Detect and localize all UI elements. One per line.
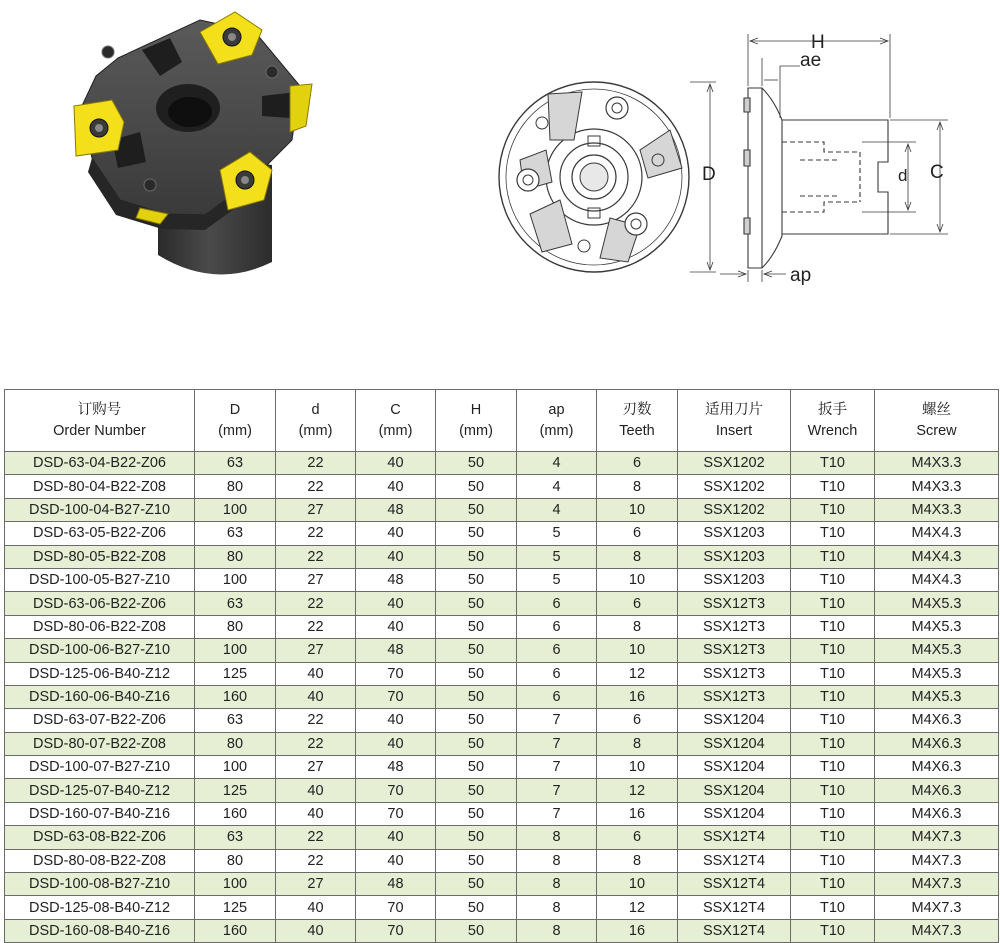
header-label-en: Insert [715, 422, 753, 439]
cell-screw: M4X5.3 [875, 592, 999, 615]
cell-C: 40 [356, 732, 436, 755]
cell-ap: 7 [517, 732, 597, 755]
cell-wrench: T10 [791, 919, 875, 942]
header-teeth [597, 390, 678, 452]
cell-teeth: 6 [597, 826, 678, 849]
cell-D: 63 [195, 826, 276, 849]
cell-ap: 4 [517, 452, 597, 475]
cell-C: 40 [356, 826, 436, 849]
cell-teeth: 12 [597, 779, 678, 802]
header-label-zh: H [470, 401, 482, 418]
label-C: C [930, 162, 944, 183]
cell-D: 100 [195, 568, 276, 591]
cell-wrench: T10 [791, 709, 875, 732]
table-row [5, 919, 999, 942]
cell-wrench: T10 [791, 452, 875, 475]
cell-D: 100 [195, 756, 276, 779]
header-label-en: Teeth [619, 422, 655, 439]
cell-screw: M4X4.3 [875, 522, 999, 545]
cell-d: 22 [276, 849, 356, 872]
label-D: D [702, 164, 716, 185]
cutter-3d-render [74, 12, 312, 274]
cell-wrench: T10 [791, 568, 875, 591]
cell-wrench: T10 [791, 756, 875, 779]
header-label-en: (mm) [378, 422, 413, 439]
cell-H: 50 [436, 615, 517, 638]
cell-screw: M4X4.3 [875, 545, 999, 568]
cell-screw: M4X6.3 [875, 732, 999, 755]
screw-left [517, 169, 539, 191]
cell-C: 48 [356, 568, 436, 591]
cell-C: 70 [356, 662, 436, 685]
cell-C: 48 [356, 498, 436, 521]
table-header-row [5, 390, 999, 452]
cell-C: 40 [356, 452, 436, 475]
label-ae: ae [800, 50, 822, 71]
cell-C: 40 [356, 592, 436, 615]
header-order-number [5, 390, 195, 452]
cell-insert: SSX12T3 [678, 639, 791, 662]
cell-ap: 7 [517, 756, 597, 779]
header-label-en: (mm) [298, 422, 333, 439]
cell-D: 63 [195, 592, 276, 615]
cell-order-number: DSD-63-07-B22-Z06 [5, 709, 195, 732]
cell-ap: 7 [517, 779, 597, 802]
cell-teeth: 6 [597, 522, 678, 545]
cell-wrench: T10 [791, 522, 875, 545]
cutter-illustrations [0, 0, 1000, 390]
cell-order-number: DSD-160-06-B40-Z16 [5, 685, 195, 708]
cell-order-number: DSD-63-08-B22-Z06 [5, 826, 195, 849]
cell-teeth: 6 [597, 452, 678, 475]
cell-screw: M4X7.3 [875, 849, 999, 872]
cell-ap: 4 [517, 475, 597, 498]
header-label-zh: C [390, 401, 401, 418]
header-label-zh: 适用刀片 [705, 401, 763, 418]
cell-insert: SSX1204 [678, 779, 791, 802]
cell-order-number: DSD-63-04-B22-Z06 [5, 452, 195, 475]
cell-order-number: DSD-125-07-B40-Z12 [5, 779, 195, 802]
cell-H: 50 [436, 709, 517, 732]
cell-insert: SSX1203 [678, 568, 791, 591]
cell-order-number: DSD-80-08-B22-Z08 [5, 849, 195, 872]
cell-C: 40 [356, 522, 436, 545]
cell-d: 22 [276, 826, 356, 849]
cell-insert: SSX1204 [678, 732, 791, 755]
cell-d: 27 [276, 756, 356, 779]
cell-wrench: T10 [791, 545, 875, 568]
cell-D: 160 [195, 919, 276, 942]
cell-insert: SSX1203 [678, 545, 791, 568]
cell-teeth: 10 [597, 568, 678, 591]
cell-D: 80 [195, 615, 276, 638]
cell-wrench: T10 [791, 873, 875, 896]
cell-D: 125 [195, 896, 276, 919]
cell-insert: SSX1203 [678, 522, 791, 545]
cell-screw: M4X4.3 [875, 568, 999, 591]
table-row [5, 662, 999, 685]
cell-teeth: 10 [597, 498, 678, 521]
illustration-area [0, 0, 1000, 390]
cell-ap: 5 [517, 522, 597, 545]
cell-d: 40 [276, 919, 356, 942]
cell-H: 50 [436, 475, 517, 498]
cell-insert: SSX12T3 [678, 685, 791, 708]
cell-screw: M4X3.3 [875, 498, 999, 521]
cell-screw: M4X6.3 [875, 756, 999, 779]
cell-insert: SSX12T4 [678, 919, 791, 942]
cell-screw: M4X7.3 [875, 873, 999, 896]
table-row [5, 522, 999, 545]
table-row [5, 709, 999, 732]
cell-C: 70 [356, 802, 436, 825]
table-row [5, 756, 999, 779]
cell-ap: 6 [517, 639, 597, 662]
header-label-zh: 刃数 [622, 401, 652, 418]
cell-H: 50 [436, 896, 517, 919]
cell-wrench: T10 [791, 779, 875, 802]
cell-order-number: DSD-63-05-B22-Z06 [5, 522, 195, 545]
cell-order-number: DSD-100-05-B27-Z10 [5, 568, 195, 591]
cell-D: 80 [195, 732, 276, 755]
cell-insert: SSX12T4 [678, 873, 791, 896]
cell-H: 50 [436, 498, 517, 521]
table-row [5, 873, 999, 896]
cell-order-number: DSD-80-04-B22-Z08 [5, 475, 195, 498]
cell-H: 50 [436, 802, 517, 825]
cell-teeth: 16 [597, 802, 678, 825]
cell-order-number: DSD-125-08-B40-Z12 [5, 896, 195, 919]
table-row [5, 615, 999, 638]
cell-screw: M4X5.3 [875, 615, 999, 638]
cell-insert: SSX1202 [678, 498, 791, 521]
cell-insert: SSX1202 [678, 475, 791, 498]
cell-H: 50 [436, 568, 517, 591]
label-ap: ap [790, 265, 812, 286]
cell-ap: 8 [517, 849, 597, 872]
cell-H: 50 [436, 732, 517, 755]
cell-H: 50 [436, 826, 517, 849]
cell-H: 50 [436, 849, 517, 872]
header-label-en: Screw [916, 422, 957, 439]
header-label-zh: 订购号 [77, 401, 122, 418]
cell-wrench: T10 [791, 639, 875, 662]
cell-D: 80 [195, 849, 276, 872]
cell-order-number: DSD-125-06-B40-Z12 [5, 662, 195, 685]
cell-d: 27 [276, 568, 356, 591]
header-label-en: (mm) [459, 422, 493, 439]
cell-wrench: T10 [791, 849, 875, 872]
cell-insert: SSX12T4 [678, 849, 791, 872]
cell-C: 48 [356, 639, 436, 662]
cell-order-number: DSD-100-06-B27-Z10 [5, 639, 195, 662]
header-H [436, 390, 517, 452]
header-screw [875, 390, 999, 452]
cell-d: 40 [276, 779, 356, 802]
cell-order-number: DSD-160-07-B40-Z16 [5, 802, 195, 825]
cell-H: 50 [436, 756, 517, 779]
cell-wrench: T10 [791, 685, 875, 708]
screw-bottom [625, 213, 647, 235]
cell-order-number: DSD-63-06-B22-Z06 [5, 592, 195, 615]
cell-screw: M4X7.3 [875, 826, 999, 849]
header-D [195, 390, 276, 452]
cell-D: 100 [195, 639, 276, 662]
cell-teeth: 6 [597, 592, 678, 615]
header-d [276, 390, 356, 452]
table-row [5, 826, 999, 849]
header-C [356, 390, 436, 452]
cell-ap: 5 [517, 568, 597, 591]
cell-ap: 6 [517, 685, 597, 708]
cell-C: 70 [356, 685, 436, 708]
table-row [5, 802, 999, 825]
insert-left [74, 100, 124, 156]
header-label-en: Wrench [807, 422, 858, 439]
header-label-zh: ap [548, 401, 565, 418]
label-H: H [811, 32, 825, 53]
cell-H: 50 [436, 919, 517, 942]
cell-ap: 6 [517, 592, 597, 615]
cell-teeth: 12 [597, 662, 678, 685]
cell-d: 27 [276, 498, 356, 521]
cell-teeth: 16 [597, 919, 678, 942]
cell-insert: SSX1204 [678, 709, 791, 732]
table-row [5, 779, 999, 802]
cell-order-number: DSD-160-08-B40-Z16 [5, 919, 195, 942]
cell-screw: M4X3.3 [875, 475, 999, 498]
cell-d: 27 [276, 873, 356, 896]
cell-ap: 8 [517, 919, 597, 942]
cell-insert: SSX1204 [678, 756, 791, 779]
cell-screw: M4X5.3 [875, 685, 999, 708]
cell-insert: SSX12T4 [678, 896, 791, 919]
cell-C: 48 [356, 756, 436, 779]
cell-D: 63 [195, 522, 276, 545]
cell-order-number: DSD-100-07-B27-Z10 [5, 756, 195, 779]
cell-teeth: 10 [597, 756, 678, 779]
cell-C: 40 [356, 475, 436, 498]
cell-d: 22 [276, 615, 356, 638]
table-row [5, 592, 999, 615]
cell-teeth: 6 [597, 709, 678, 732]
cell-D: 63 [195, 709, 276, 732]
header-label-en: (mm) [218, 422, 252, 439]
cell-D: 125 [195, 779, 276, 802]
cell-d: 22 [276, 475, 356, 498]
cell-d: 40 [276, 896, 356, 919]
cell-ap: 6 [517, 615, 597, 638]
header-label-zh: 螺丝 [922, 401, 951, 418]
cell-d: 22 [276, 545, 356, 568]
cell-screw: M4X7.3 [875, 919, 999, 942]
cell-teeth: 8 [597, 475, 678, 498]
cell-screw: M4X5.3 [875, 639, 999, 662]
table-row [5, 896, 999, 919]
cell-ap: 8 [517, 873, 597, 896]
cell-C: 40 [356, 545, 436, 568]
cell-order-number: DSD-80-05-B22-Z08 [5, 545, 195, 568]
cell-screw: M4X6.3 [875, 709, 999, 732]
cell-C: 40 [356, 849, 436, 872]
table-row [5, 568, 999, 591]
cell-wrench: T10 [791, 826, 875, 849]
cell-d: 40 [276, 685, 356, 708]
cell-d: 40 [276, 662, 356, 685]
cell-wrench: T10 [791, 662, 875, 685]
cell-wrench: T10 [791, 592, 875, 615]
cell-H: 50 [436, 452, 517, 475]
cell-insert: SSX12T3 [678, 592, 791, 615]
cell-order-number: DSD-100-08-B27-Z10 [5, 873, 195, 896]
table-row [5, 685, 999, 708]
header-label-en: (mm) [539, 422, 574, 439]
table-row [5, 545, 999, 568]
table-body [5, 452, 999, 943]
cell-ap: 4 [517, 498, 597, 521]
cell-ap: 7 [517, 709, 597, 732]
cell-C: 70 [356, 779, 436, 802]
cell-teeth: 8 [597, 615, 678, 638]
table-row [5, 475, 999, 498]
cell-wrench: T10 [791, 498, 875, 521]
table-row [5, 639, 999, 662]
header-wrench [791, 390, 875, 452]
header-label-zh: D [229, 401, 241, 418]
header-ap [517, 390, 597, 452]
specification-table [4, 389, 999, 943]
cell-d: 22 [276, 522, 356, 545]
cell-order-number: DSD-80-06-B22-Z08 [5, 615, 195, 638]
cell-C: 40 [356, 615, 436, 638]
front-view-drawing [499, 82, 716, 272]
cell-ap: 7 [517, 802, 597, 825]
cell-teeth: 8 [597, 545, 678, 568]
cell-ap: 5 [517, 545, 597, 568]
cell-H: 50 [436, 779, 517, 802]
cell-D: 100 [195, 873, 276, 896]
cell-teeth: 10 [597, 873, 678, 896]
header-label-zh: d [311, 401, 320, 418]
cell-screw: M4X3.3 [875, 452, 999, 475]
cell-H: 50 [436, 522, 517, 545]
table-row [5, 849, 999, 872]
cell-order-number: DSD-100-04-B27-Z10 [5, 498, 195, 521]
table-row [5, 452, 999, 475]
cell-C: 40 [356, 709, 436, 732]
cell-C: 48 [356, 873, 436, 896]
cell-H: 50 [436, 639, 517, 662]
cell-wrench: T10 [791, 896, 875, 919]
cell-insert: SSX1204 [678, 802, 791, 825]
cell-insert: SSX12T4 [678, 826, 791, 849]
cell-wrench: T10 [791, 802, 875, 825]
cell-ap: 6 [517, 662, 597, 685]
cell-H: 50 [436, 685, 517, 708]
table-row [5, 498, 999, 521]
cell-D: 63 [195, 452, 276, 475]
cell-teeth: 8 [597, 849, 678, 872]
cell-ap: 8 [517, 896, 597, 919]
label-d: d [898, 166, 908, 185]
cell-teeth: 16 [597, 685, 678, 708]
cell-H: 50 [436, 592, 517, 615]
cell-screw: M4X6.3 [875, 802, 999, 825]
screw-top [606, 97, 628, 119]
cell-D: 80 [195, 475, 276, 498]
cell-ap: 8 [517, 826, 597, 849]
cell-d: 27 [276, 639, 356, 662]
cell-order-number: DSD-80-07-B22-Z08 [5, 732, 195, 755]
cell-C: 70 [356, 919, 436, 942]
cell-d: 22 [276, 452, 356, 475]
cell-D: 80 [195, 545, 276, 568]
cell-screw: M4X7.3 [875, 896, 999, 919]
cell-wrench: T10 [791, 615, 875, 638]
cell-insert: SSX12T3 [678, 662, 791, 685]
cell-wrench: T10 [791, 475, 875, 498]
cell-D: 160 [195, 685, 276, 708]
cell-d: 22 [276, 709, 356, 732]
header-label-en: Order Number [53, 422, 146, 439]
cell-H: 50 [436, 662, 517, 685]
cell-insert: SSX12T3 [678, 615, 791, 638]
cell-teeth: 10 [597, 639, 678, 662]
cell-screw: M4X5.3 [875, 662, 999, 685]
cell-screw: M4X6.3 [875, 779, 999, 802]
cell-C: 70 [356, 896, 436, 919]
side-view-drawing [720, 34, 948, 282]
cell-wrench: T10 [791, 732, 875, 755]
table-row [5, 732, 999, 755]
cell-d: 40 [276, 802, 356, 825]
header-label-zh: 扳手 [818, 401, 847, 418]
cell-H: 50 [436, 545, 517, 568]
cell-d: 22 [276, 592, 356, 615]
cell-teeth: 12 [597, 896, 678, 919]
cell-D: 160 [195, 802, 276, 825]
cell-d: 22 [276, 732, 356, 755]
cell-insert: SSX1202 [678, 452, 791, 475]
cell-teeth: 8 [597, 732, 678, 755]
cell-D: 125 [195, 662, 276, 685]
header-insert [678, 390, 791, 452]
cell-H: 50 [436, 873, 517, 896]
cell-D: 100 [195, 498, 276, 521]
